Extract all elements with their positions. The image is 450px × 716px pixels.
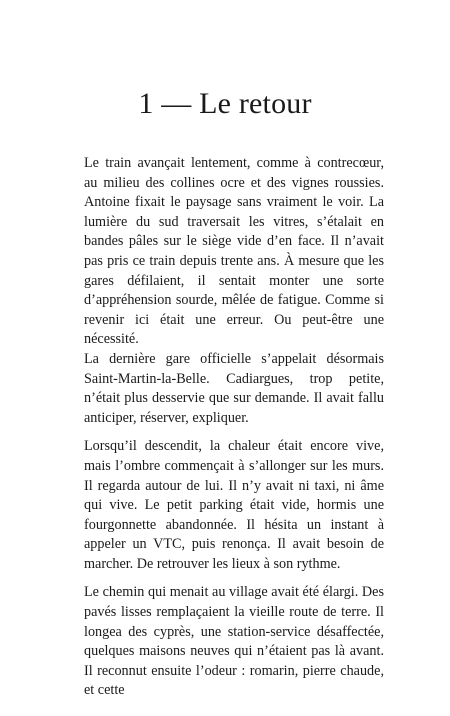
chapter-body	[84, 154, 384, 701]
paragraph: Le train avançait lentement, comme à contrecœur, au milieu des collines ocre et des vignes roussies. Antoine fixait le paysage sans vraiment le voir. La lumière du sud traversait les vitres, s’étalait en bandes pâles sur le siège vide d’en face. Il n’avait pas pris ce train depuis trente ans. À mesure que les gares défilaient, il sentait monter une sorte d’appréhension sourde, mêlée de fatigue. Comme si revenir ici était une erreur. Ou peut-être une nécessité.	[84, 155, 384, 348]
paragraph: Lorsqu’il descendit, la chaleur était encore vive, mais l’ombre commençait à s’allonger sur les murs. Il regarda autour de lui. Il n’y avait ni taxi, ni âme qui vive. Le petit parking était vide, hormis une fourgonnette abandonnée. Il hésita un instant à appeler un VTC, puis renonça. Il avait besoin de marcher. De retrouver les lieux à son rythme.	[84, 438, 384, 572]
paragraph: La dernière gare officielle s’appelait désormais Saint-Martin-la-Belle. Cadiargues, trop petite, n’était plus desservie que sur demande. Il avait fallu anticiper, réserver, expliquer.	[84, 350, 384, 426]
paragraph: Le chemin qui menait au village avait été élargi. Des pavés lisses remplaçaient la vieille route de terre. Il longea des cyprès, une station-service désaffectée, quelques maisons neuves qui n’étaient pas là avant. Il reconnut ensuite l’odeur : romarin, pierre chaude, et cette	[84, 584, 384, 699]
chapter-title: 1 — Le retour	[138, 87, 312, 120]
